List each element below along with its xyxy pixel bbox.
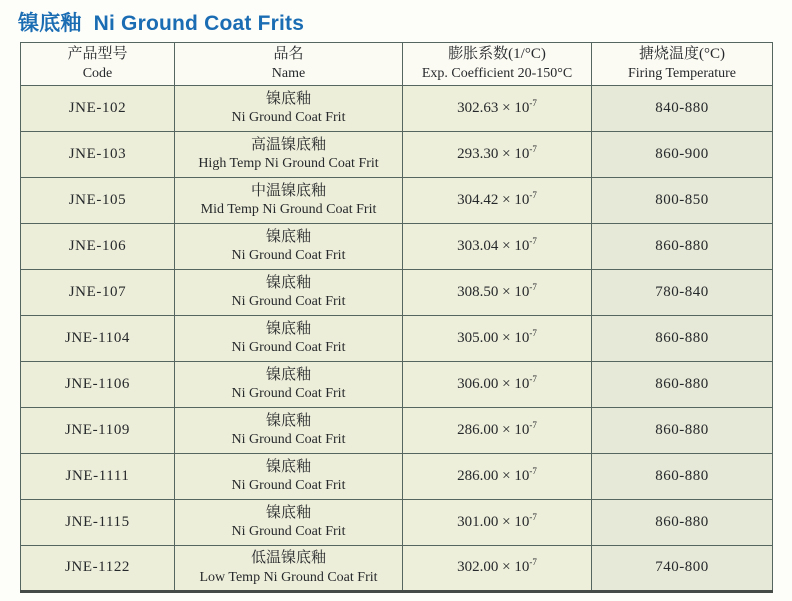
coefficient-cell <box>403 408 592 454</box>
col-header-firing-temp-en: Firing Temperature <box>627 65 736 81</box>
coefficient-exponent: -7 <box>529 511 537 522</box>
coefficient-value: 286.00 × 10 <box>457 421 530 438</box>
col-header-name-en: Name <box>271 65 306 81</box>
col-header-coefficient-en: Exp. Coefficient 20-150°C <box>421 65 573 81</box>
firing-temp-cell: 860-880 <box>592 408 773 454</box>
firing-temp-cell: 860-880 <box>592 500 773 546</box>
coefficient-value: 308.50 × 10 <box>457 283 530 300</box>
col-header-code-en: Code <box>82 65 113 81</box>
code-cell: JNE-1122 <box>21 546 175 592</box>
name-zh: 镍底釉 <box>265 320 311 337</box>
code-cell: JNE-105 <box>21 178 175 224</box>
coefficient-exponent: -7 <box>529 189 537 200</box>
coefficient-exponent: -7 <box>529 419 537 430</box>
coefficient-cell <box>403 362 592 408</box>
code-cell: JNE-1115 <box>21 500 175 546</box>
code-cell: JNE-1104 <box>21 316 175 362</box>
col-header-code <box>21 43 175 86</box>
name-cell <box>175 316 403 362</box>
coefficient-cell <box>403 178 592 224</box>
coefficient-exponent: -7 <box>529 465 537 476</box>
coefficient-exponent: -7 <box>529 373 537 384</box>
header-row <box>21 43 773 86</box>
coefficient-value: 304.42 × 10 <box>457 191 530 208</box>
firing-temp-cell: 860-880 <box>592 316 773 362</box>
name-zh: 低温镍底釉 <box>250 550 326 567</box>
coefficient-value: 293.30 × 10 <box>457 145 530 162</box>
col-header-code-zh: 产品型号 <box>67 46 128 63</box>
page-title-en: Ni Ground Coat Frits <box>93 12 305 35</box>
firing-temp-cell: 860-880 <box>592 362 773 408</box>
name-en: Ni Ground Coat Frit <box>231 248 346 264</box>
name-cell <box>175 178 403 224</box>
name-en: Ni Ground Coat Frit <box>231 524 346 540</box>
coefficient-exponent: -7 <box>529 281 537 292</box>
table-row <box>21 178 773 224</box>
name-cell <box>175 224 403 270</box>
firing-temp-cell: 860-880 <box>592 224 773 270</box>
table-row <box>21 224 773 270</box>
code-cell: JNE-102 <box>21 86 175 132</box>
table-row <box>21 316 773 362</box>
coefficient-value: 286.00 × 10 <box>457 467 530 484</box>
name-cell <box>175 86 403 132</box>
name-zh: 镍底釉 <box>265 366 311 383</box>
coefficient-cell <box>403 316 592 362</box>
col-header-firing-temp <box>592 43 773 86</box>
name-en: Ni Ground Coat Frit <box>231 432 346 448</box>
name-en: Low Temp Ni Ground Coat Frit <box>199 569 378 585</box>
coefficient-value: 303.04 × 10 <box>457 237 530 254</box>
name-en: Ni Ground Coat Frit <box>231 478 346 494</box>
name-cell <box>175 546 403 592</box>
name-zh: 镍底釉 <box>265 90 311 107</box>
col-header-coefficient <box>403 43 592 86</box>
firing-temp-cell: 860-900 <box>592 132 773 178</box>
name-en: Mid Temp Ni Ground Coat Frit <box>200 202 377 218</box>
name-en: Ni Ground Coat Frit <box>231 294 346 310</box>
name-cell <box>175 132 403 178</box>
table-row <box>21 500 773 546</box>
coefficient-value: 302.63 × 10 <box>457 99 530 116</box>
name-zh: 镍底釉 <box>265 504 311 521</box>
coefficient-exponent: -7 <box>529 235 537 246</box>
col-header-coefficient-zh: 膨胀系数(1/°C) <box>448 46 546 63</box>
name-cell <box>175 270 403 316</box>
coefficient-cell <box>403 454 592 500</box>
name-zh: 中温镍底釉 <box>250 182 326 199</box>
code-cell: JNE-1109 <box>21 408 175 454</box>
col-header-name <box>175 43 403 86</box>
coefficient-value: 301.00 × 10 <box>457 513 530 530</box>
name-zh: 镍底釉 <box>265 274 311 291</box>
coefficient-exponent: -7 <box>529 97 537 108</box>
name-cell <box>175 500 403 546</box>
table-row <box>21 270 773 316</box>
name-en: High Temp Ni Ground Coat Frit <box>198 156 379 172</box>
firing-temp-cell: 840-880 <box>592 86 773 132</box>
coefficient-cell <box>403 86 592 132</box>
coefficient-value: 302.00 × 10 <box>457 559 530 576</box>
name-cell <box>175 454 403 500</box>
col-header-firing-temp-zh: 搪烧温度(°C) <box>639 46 725 63</box>
col-header-name-zh: 品名 <box>273 46 304 63</box>
coefficient-cell <box>403 224 592 270</box>
coefficient-exponent: -7 <box>529 327 537 338</box>
coefficient-cell <box>403 270 592 316</box>
table-row <box>21 546 773 592</box>
name-cell <box>175 408 403 454</box>
table-row <box>21 86 773 132</box>
code-cell: JNE-1111 <box>21 454 175 500</box>
table-row <box>21 132 773 178</box>
frits-table <box>20 42 773 593</box>
table-row <box>21 454 773 500</box>
name-zh: 镍底釉 <box>265 412 311 429</box>
code-cell: JNE-107 <box>21 270 175 316</box>
coefficient-value: 306.00 × 10 <box>457 375 530 392</box>
name-zh: 高温镍底釉 <box>250 136 326 153</box>
code-cell: JNE-103 <box>21 132 175 178</box>
name-en: Ni Ground Coat Frit <box>231 340 346 356</box>
table-row <box>21 362 773 408</box>
firing-temp-cell: 860-880 <box>592 454 773 500</box>
firing-temp-cell: 780-840 <box>592 270 773 316</box>
code-cell: JNE-106 <box>21 224 175 270</box>
page-title <box>18 7 304 37</box>
page-title-zh: 镍底釉 <box>18 12 82 35</box>
coefficient-exponent: -7 <box>529 557 537 568</box>
name-en: Ni Ground Coat Frit <box>231 386 346 402</box>
name-cell <box>175 362 403 408</box>
name-zh: 镍底釉 <box>265 458 311 475</box>
coefficient-value: 305.00 × 10 <box>457 329 530 346</box>
table-row <box>21 408 773 454</box>
name-en: Ni Ground Coat Frit <box>231 110 346 126</box>
coefficient-exponent: -7 <box>529 143 537 154</box>
coefficient-cell <box>403 546 592 592</box>
name-zh: 镍底釉 <box>265 228 311 245</box>
firing-temp-cell: 800-850 <box>592 178 773 224</box>
code-cell: JNE-1106 <box>21 362 175 408</box>
coefficient-cell <box>403 500 592 546</box>
firing-temp-cell: 740-800 <box>592 546 773 592</box>
coefficient-cell <box>403 132 592 178</box>
